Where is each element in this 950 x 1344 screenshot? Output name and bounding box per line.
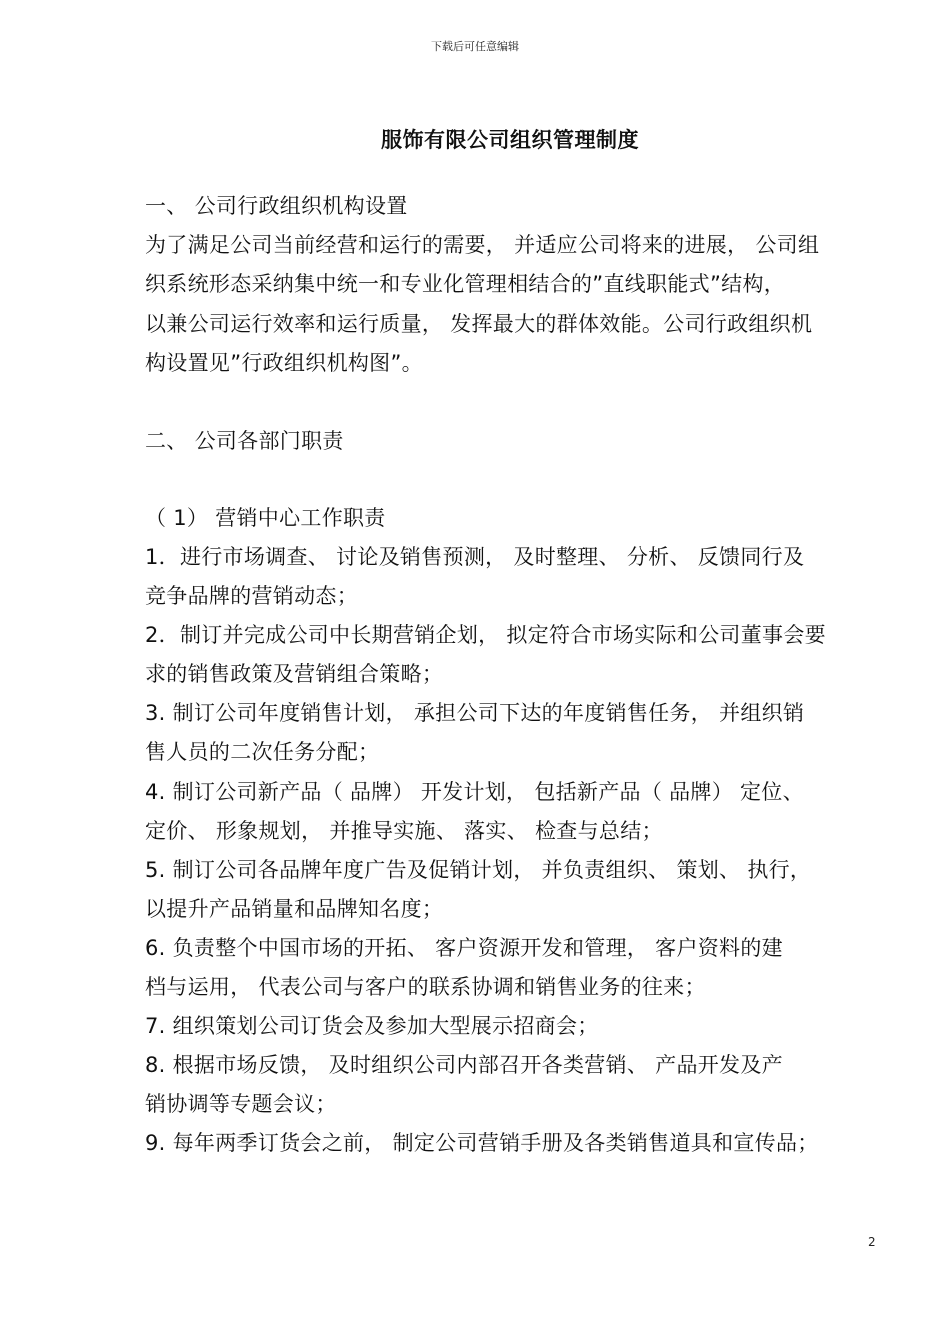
document-title: 服饰有限公司组织管理制度 [381,128,639,152]
list-item-line: 以提升产品销量和品牌知名度； [145,897,444,921]
list-item-line: 5. 制订公司各品牌年度广告及促销计划， 并负责组织、 策划、 执行， [145,858,812,882]
list-item-line: 销协调等专题会议； [145,1092,337,1116]
list-item-line: 4. 制订公司新产品（ 品牌） 开发计划， 包括新产品（ 品牌） 定位、 [145,780,804,804]
list-item-line: 6. 负责整个中国市场的开拓、 客户资源开发和管理， 客户资料的建 [145,936,783,960]
paragraph-line: 为了满足公司当前经营和运行的需要， 并适应公司将来的进展， 公司组 [145,233,820,257]
list-item-line: 竞争品牌的营销动态； [145,584,358,608]
header-note: 下载后可任意编辑 [431,40,519,53]
list-item-line: 9. 每年两季订货会之前， 制定公司营销手册及各类销售道具和宣传品； [145,1131,819,1155]
list-item-line: 求的销售政策及营销组合策略； [145,662,444,686]
list-item-line: 1．进行市场调查、 讨论及销售预测， 及时整理、 分析、 反馈同行及 [145,545,805,569]
page-number: 2 [868,1235,876,1249]
section-heading-1: 一、 公司行政组织机构设置 [145,194,408,218]
section-heading-2: 二、 公司各部门职责 [145,429,344,453]
list-item-line: 7. 组织策划公司订货会及参加大型展示招商会； [145,1014,599,1038]
subsection-heading: （ 1） 营销中心工作职责 [145,506,386,530]
list-item-line: 3. 制订公司年度销售计划， 承担公司下达的年度销售任务， 并组织销 [145,701,805,725]
list-item-line: 档与运用， 代表公司与客户的联系协调和销售业务的往来； [145,975,706,999]
list-item-line: 8. 根据市场反馈， 及时组织公司内部召开各类营销、 产品开发及产 [145,1053,783,1077]
paragraph-line: 以兼公司运行效率和运行质量， 发挥最大的群体效能。公司行政组织机 [145,312,813,336]
list-item-line: 2．制订并完成公司中长期营销企划， 拟定符合市场实际和公司董事会要 [145,623,826,647]
list-item-line: 定价、 形象规划， 并推导实施、 落实、 检查与总结； [145,819,663,843]
paragraph-line: 织系统形态采纳集中统一和专业化管理相结合的”直线职能式”结构， [145,272,786,296]
list-item-line: 售人员的二次任务分配； [145,740,380,764]
paragraph-line: 构设置见”行政组织机构图”。 [145,351,423,375]
